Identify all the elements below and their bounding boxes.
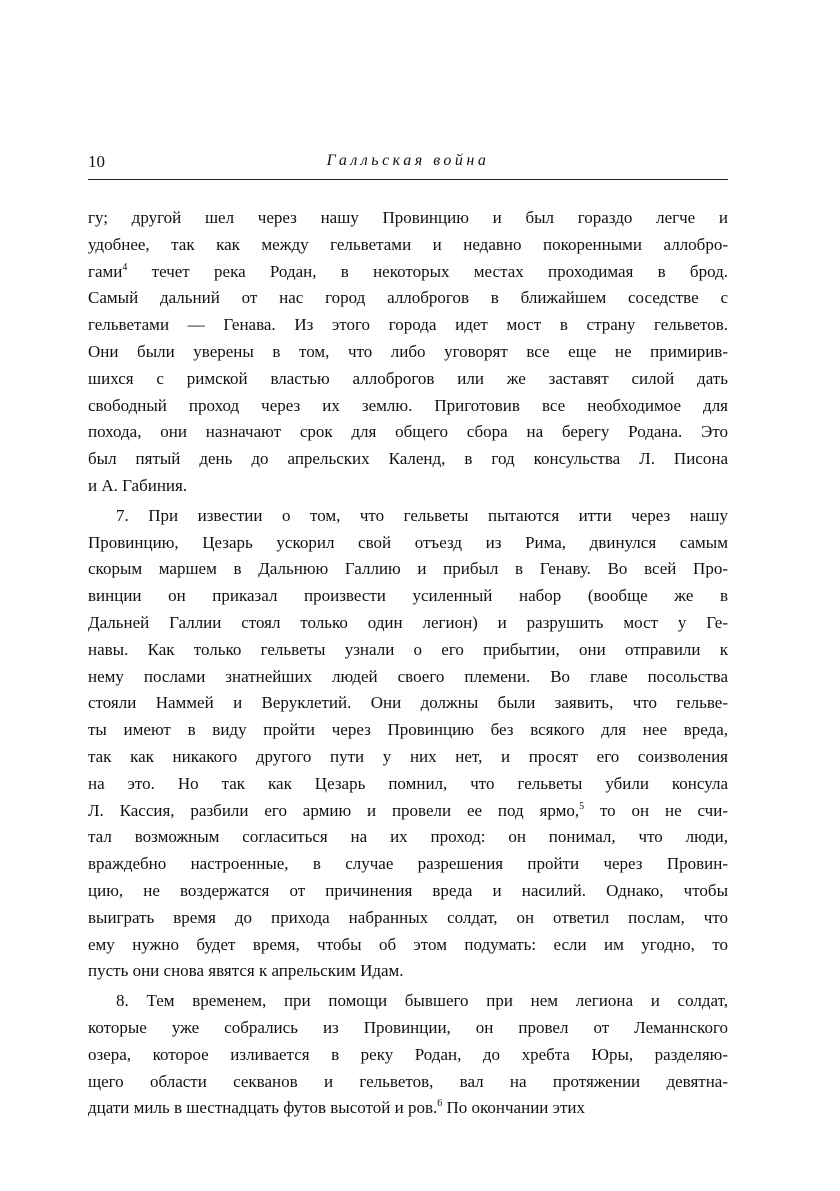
text-line: враждебно настроенные, в случае разрешения пройти через Провин- xyxy=(88,854,728,874)
text-line: цию, не воздержатся от причинения вреда и насилий. Однако, чтобы xyxy=(88,880,728,900)
text-line: Они были уверены в том, что либо уговорят все еще не примирив- xyxy=(88,341,728,361)
page-body xyxy=(88,205,728,1122)
page-number: 10 xyxy=(88,152,105,171)
text-line: пусть они снова явятся к апрельским Идам. xyxy=(88,961,404,981)
text-line: Самый дальний от нас город аллоброгов в ближайшем соседстве с xyxy=(88,288,728,308)
text-line: гу; другой шел через нашу Провинцию и был гораздо легче и xyxy=(88,208,728,227)
text-line: выиграть время до прихода набранных солдат, он ответил послам, что xyxy=(88,907,728,927)
text-line: Дальней Галлии стоял только один легион) и разрушить мост у Ге- xyxy=(88,612,728,632)
running-title: Галльская война xyxy=(326,152,490,169)
text-line: которые уже собрались из Провинции, он провел от Леманнского xyxy=(88,1017,728,1037)
text-line: дцати миль в шестнадцать футов высотой и ров.$^6$ По окончании этих xyxy=(88,1098,585,1118)
paragraph xyxy=(88,988,728,1122)
text-line: гами$^4$ течет река Родан, в некоторых местах проходимая в брод. xyxy=(88,261,728,281)
text-line: Л. Кассия, разбили его армию и провели ее под ярмо,$^5$ то он не счи- xyxy=(88,800,728,820)
footnote-marker: 4 xyxy=(122,261,128,273)
text-line: Провинцию, Цезарь ускорил свой отъезд из Рима, двинулся самым xyxy=(88,532,728,552)
text-line: винции он приказал произвести усиленный набор (вообще же в xyxy=(88,586,728,606)
footnote-marker: 6 xyxy=(437,1098,443,1110)
text-line: похода, они назначают срок для общего сбора на берегу Родана. Это xyxy=(88,422,728,442)
text-line: на это. Но так как Цезарь помнил, что гельветы убили консула xyxy=(88,773,728,793)
text-line: так как никакого другого пути у них нет, и просят его соизволения xyxy=(88,746,728,766)
text-line: шихся с римской властью аллоброгов или же заставят силой дать xyxy=(88,368,728,388)
text-line: ты имеют в виду пройти через Провинцию без всякого для нее вреда, xyxy=(88,720,728,740)
text-line: удобнее, так как между гельветами и недавно покоренными аллобро- xyxy=(88,234,728,254)
text-line: 7. При известии о том, что гельветы пытаются итти через нашу xyxy=(116,505,728,525)
paragraph xyxy=(88,503,728,985)
text-line: свободный проход через их землю. Приготовив все необходимое для xyxy=(88,395,728,415)
text-line: щего области секванов и гельветов, вал на протяжении девятна- xyxy=(88,1071,728,1091)
text-line: и А. Габиния. xyxy=(88,475,188,495)
text-line: гельветами — Генава. Из этого города идет мост в страну гельветов. xyxy=(88,315,728,335)
text-line: стояли Наммей и Веруклетий. Они должны были заявить, что гельве- xyxy=(88,693,728,713)
text-line: навы. Как только гельветы узнали о его прибытии, они отправили к xyxy=(88,639,728,659)
text-line: скорым маршем в Дальнюю Галлию и прибыл в Генаву. Во всей Про- xyxy=(88,559,728,579)
text-line: был пятый день до апрельских Календ, в год консульства Л. Писона xyxy=(88,449,728,469)
text-line: ему нужно будет время, чтобы об этом подумать: если им угодно, то xyxy=(88,934,728,954)
text-line: озера, которое изливается в реку Родан, до хребта Юры, разделяю- xyxy=(88,1044,728,1064)
text-line: нему послами знатнейших людей своего племени. Во главе посольства xyxy=(88,666,728,686)
paragraph xyxy=(88,205,728,500)
footnote-marker: 5 xyxy=(579,800,585,812)
text-line: 8. Тем временем, при помощи бывшего при нем легиона и солдат, xyxy=(116,991,728,1011)
header-rule xyxy=(88,179,728,180)
text-line: тал возможным согласиться на их проход: он понимал, что люди, xyxy=(88,827,728,847)
page-header xyxy=(88,150,728,182)
